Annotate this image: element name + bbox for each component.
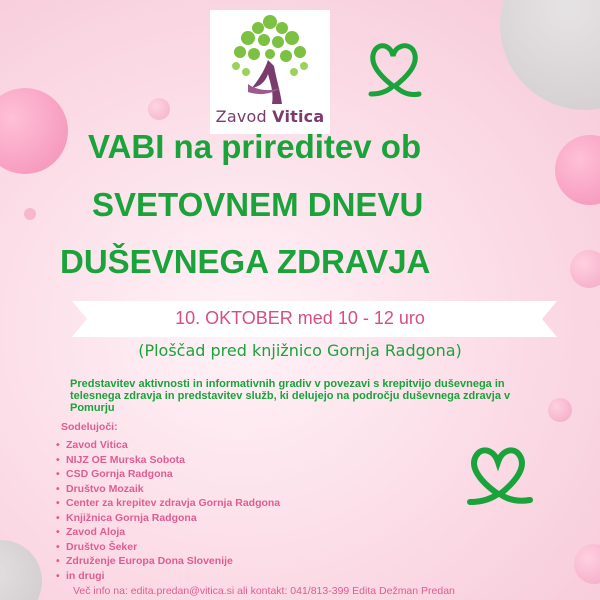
list-item: • NIJZ OE Murska Sobota (56, 453, 280, 468)
event-date: 10. OKTOBER med 10 - 12 uro (175, 308, 425, 328)
headline-line-3: DUŠEVNEGA ZDRAVJA (60, 243, 431, 280)
event-description (70, 378, 570, 414)
description-line: telesnega zdravja in predstavitev služb, ki delujejo na področju duševnega zdravja v (70, 390, 511, 402)
list-item: • Center za krepitev zdravja Gornja Radgona (56, 496, 280, 511)
green-heart-ribbon-icon (363, 40, 425, 98)
headline-line-2: SVETOVNEM DNEVU (92, 186, 424, 223)
participants-title: Sodelujoči: (61, 421, 118, 433)
list-item: • in drugi (56, 569, 280, 584)
description-line: Pomurju (70, 402, 115, 414)
tree-logo-icon (228, 14, 312, 106)
list-item: • Zavod Aloja (56, 525, 280, 540)
headline-line-1: VABI na prireditev ob (88, 128, 422, 165)
decor-circle (500, 0, 600, 110)
list-item: • Knjižnica Gornja Radgona (56, 511, 280, 526)
description-line: Predstavitev aktivnosti in informativnih gradiv v povezavi s krepitvijo duševnega in (70, 378, 505, 390)
decor-circle (24, 208, 36, 220)
contact-info: Več info na: edita.predan@vitica.si ali kontakt: 041/813-399 Edita Dežman Predan (73, 585, 455, 597)
green-heart-ribbon-icon (462, 444, 534, 506)
list-item: • Zavod Vitica (56, 438, 280, 453)
participants-list (56, 438, 280, 583)
decor-circle (0, 88, 68, 174)
decor-circle (148, 98, 170, 120)
logo-word-vitica: Vitica (272, 107, 325, 126)
decor-circle (0, 540, 42, 600)
list-item: • CSD Gornja Radgona (56, 467, 280, 482)
list-item: • Združenje Europa Dona Slovenije (56, 554, 280, 569)
logo (210, 10, 330, 134)
list-item: • Društvo Mozaik (56, 482, 280, 497)
event-place: (Ploščad pred knjižnico Gornja Radgona) (138, 341, 462, 360)
logo-word-zavod: Zavod (215, 107, 267, 126)
decor-circle (574, 544, 600, 584)
list-item: • Društvo Šeker (56, 540, 280, 555)
